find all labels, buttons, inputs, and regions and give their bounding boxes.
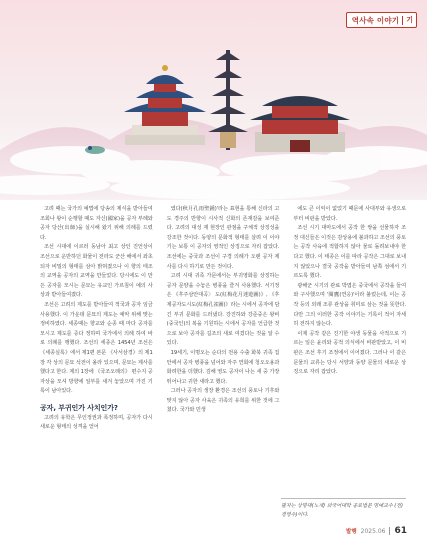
paragraph: 였다(秋月孔雨聖鍾)'라는 표현을 통해 신라의 고도 경주의 반향이 시사적 신화의 존재감을 보여준다. 고려의 대성 재 현장인 관점을 구체적 상징성을 강조한 것이다. 동양의 문화적 형태를 살려 이 이야기는 보통 이 공자의 영적인 상징으로 자리 잡았다. 조선에는 중국과 조선이 구경 의례가 오랜 공자 제사를 다시 하기로 만든 것이다. [166, 206, 280, 270]
paragraph: 조선 시기 대마도에서 공작 한 쌍을 선물하자 조정 대신들은 이것은 감상용에 불과하고 조선의 풍토는 공작 사육에 적합하지 않아 물로 돌려보내야 한다고 했다. 이 태종은 이를 따라 공작은 그대로 보내지 않았으나 결국 공작을 받아들여 남쪽 섬에서 기르도록 했다. [293, 225, 407, 280]
section-tag-label: 역사속 이야기 [351, 15, 400, 25]
column-1 [40, 205, 153, 490]
paragraph: 고려 때는 국가의 예법에 당송의 제식을 받아들여 조회나 왕이 순행할 때도 자신(國家)을 공자 부례와 공자 당산(出師)을 실시해 왔기 위해 의례를 드렸다. [40, 206, 153, 241]
caption-divider [281, 498, 406, 499]
footer-label: 발행 [346, 529, 357, 535]
paragraph: 광해군 시기의 관료 박엽은 중국에서 공작을 들여와 구사했으며 '閱鷹(연응)'이라 불렀는데, 이는 공작 등의 외래 조류 관상을 취미로 삼는 것을 뜻한다. 다만 그의 이러한 공작 이야기는 기록이 적어 자세히 전하지 않는다. [293, 282, 407, 328]
article-body [40, 205, 406, 490]
hero-art [0, 0, 427, 200]
tag-divider [402, 16, 403, 25]
paragraph: 19세기, 이명오는 순다의 전용 수출 화북 귀족 집안에서 공자 병풍을 넘어와 자주 연회에 청오오용과 화려한을 더했다. 김해 영도 공자이 나는 새 중 가장 뛰어나고 귀한 새라고 했다. [166, 349, 280, 385]
paragraph: 조선은 고려의 제도를 받아들여 적국과 공자 임금 사용했다. 이 가운데 문묘의 제도는 예악 위해 맞는 정비하였다. 세종때는 향교와 순종 때 마다 공자를 모시고 제도를 증다 정하며 국가에서 의례 하여 바로 의례를 행했다. 조선의 세종은 1454년 조선은 《세종실록》에서 제1편 본문 《사서삼경》의 제1장 각 상의 문묘 석전이 올라 있으며, 문묘는 제사를 했다고 한다. 제의 1장에 《국조오례의》 편수지 공자상을 모셔 방향에 일부를 새겨 놓았으며 가진 기록이 남아있다. [40, 301, 153, 395]
section-tag [346, 12, 417, 28]
footer-divider [389, 527, 390, 535]
paragraph: 고려 시대 귀족 가문에서는 부귀영화를 상징하는 공자 문양을 수놓은 병풍을 즐겨 사용했다. 서기정은 《후주삼안대곡〉 도(紅梅花月迷遊圖)》, 《후제공자도시도(紅梅孔雀圖)》라는 시에서 공자에 담긴 부귀 문화를 드러냈다. 강진하와 강준중은 왕비(중국인)의 복을 기원하는 시에서 공자를 언급한 것으로 보아 공자를 길조의 새로 여겼다는 것을 알 수 있다. [166, 273, 280, 347]
section-heading: 공자, 부귀인가 사치인가? [40, 403, 118, 412]
tag-mark: 기 [406, 16, 413, 24]
paragraph: 에도 큰 이익이 없었기 때문에 사대부와 유생으로부터 비판을 받았다. [293, 206, 407, 222]
peacock-ornament [85, 146, 105, 154]
column-2 [167, 205, 280, 490]
author-caption: 필자는 상명대(노계) 외국어대학 공로법문 명예교수 (전) 경영수)이다. [281, 503, 404, 518]
paragraph: 조선 시대에 이르러 동남아 최고 상인 진언상이 조선으로 운반하던 화물이 전라도 군산 해에서 좌초되자 비밀의 형태를 삼아 밝혀졌으나 이 향의 태조의 교역을 공자의 교역을 만들었다. 당시에도 이 만든 공자를 모시는 문묘는 유교인 가르침이 예의 사상과 받아들여졌다. [40, 244, 153, 299]
paragraph: 이제 공작 같은 진기한 야생 동물을 사적으로 기르는 일은 윤리와 공적 의식에서 비판받았고, 이 비판은 조선 후기 조정에서 이어졌다. 그러나 이 같은 문물의 교류는 당시 서양과 동양 문물의 새로운 상징으로 자리 잡았다. [293, 330, 407, 376]
issue-date: 2025.06 [360, 527, 386, 535]
paragraph: 고려의 유학은 무인정권과 폭정하며, 공자가 다시 새로운 형태의 성격을 얻어 [40, 414, 153, 431]
column-3 [293, 205, 406, 490]
page-footer [346, 525, 407, 537]
hero-illustration [0, 0, 427, 200]
page-number: 61 [394, 526, 407, 536]
paragraph: 그러나 공자의 생장 환경은 조선의 풍토나 기후와 맞지 않아 공자 사육은 귀족의 유희를 위한 것에 그쳤다. 국가와 민생 [166, 388, 280, 414]
